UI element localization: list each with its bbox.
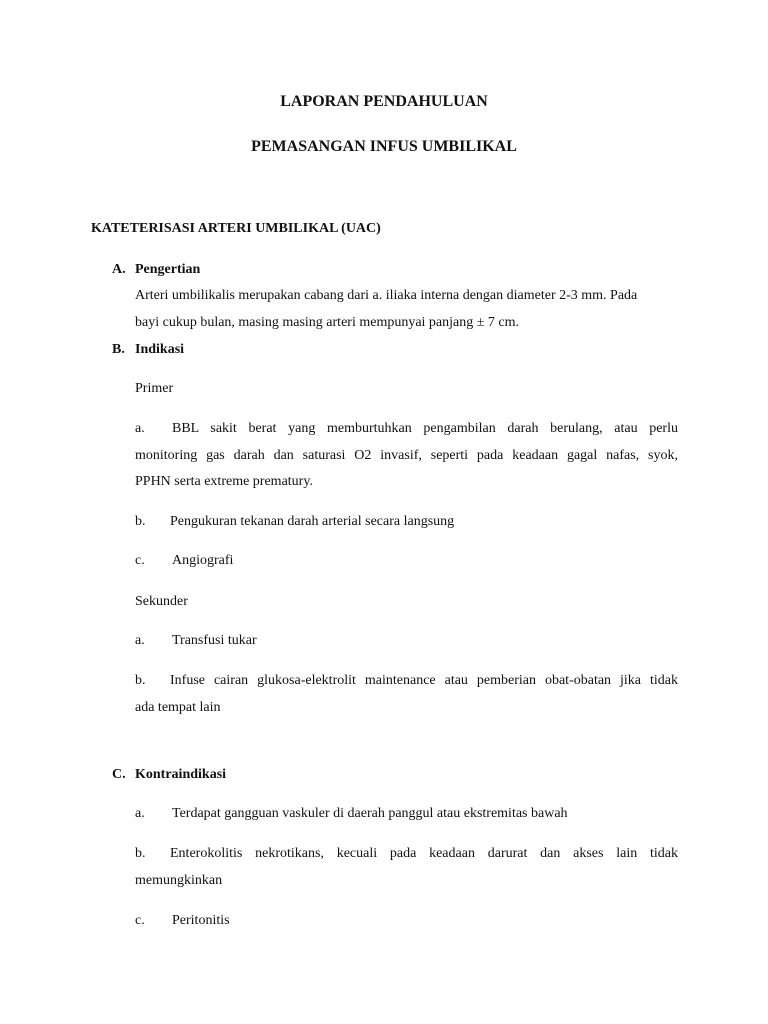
list-item-text: Enterokolitis nekrotikans, kecuali pada keadaan darurat dan akses lain tidak bbox=[170, 846, 678, 861]
primer-label: Primer bbox=[135, 381, 174, 396]
section-b-marker: B. bbox=[112, 342, 125, 357]
list-item-text: Pengukuran tekanan darah arterial secara langsung bbox=[170, 514, 455, 529]
document-subtitle: PEMASANGAN INFUS UMBILIKAL bbox=[251, 138, 517, 155]
list-item-line: ada tempat lain bbox=[135, 700, 221, 715]
section-a-heading: Pengertian bbox=[135, 262, 201, 277]
document-title: LAPORAN PENDAHULUAN bbox=[280, 93, 488, 110]
list-item-line bbox=[135, 846, 678, 862]
sekunder-label: Sekunder bbox=[135, 594, 188, 609]
list-item-letter: b. bbox=[135, 673, 146, 688]
list-item-letter: a. bbox=[135, 421, 145, 436]
section-a-text-line: Arteri umbilikalis merupakan cabang dari a. iliaka interna dengan diameter 2-3 mm. Pada bbox=[135, 288, 638, 303]
list-item-line: memungkinkan bbox=[135, 873, 223, 888]
list-item-letter: a. bbox=[135, 806, 145, 821]
list-item-letter: c. bbox=[135, 913, 145, 928]
list-item-letter: c. bbox=[135, 553, 145, 568]
list-item-letter: a. bbox=[135, 633, 145, 648]
list-item-line: monitoring gas darah dan saturasi O2 invasif, seperti pada keadaan gagal nafas, syok, bbox=[135, 448, 678, 463]
list-item-text: Transfusi tukar bbox=[172, 633, 257, 648]
list-item-letter: b. bbox=[135, 846, 146, 861]
list-item-text: BBL sakit berat yang memburtuhkan pengambilan darah berulang, atau perlu bbox=[172, 421, 678, 436]
list-item-text: Infuse cairan glukosa-elektrolit maintenance atau pemberian obat-obatan jika tidak bbox=[170, 673, 678, 688]
section-c-heading: Kontraindikasi bbox=[135, 767, 227, 782]
list-item-text: Peritonitis bbox=[172, 913, 230, 928]
section-heading: KATETERISASI ARTERI UMBILIKAL (UAC) bbox=[91, 221, 381, 236]
section-a-marker: A. bbox=[112, 262, 126, 277]
list-item-text: Terdapat gangguan vaskuler di daerah panggul atau ekstremitas bawah bbox=[172, 806, 568, 821]
list-item-text: Angiografi bbox=[172, 553, 234, 568]
section-c-marker: C. bbox=[112, 767, 126, 782]
list-item-line bbox=[135, 673, 678, 689]
list-item-line bbox=[135, 421, 678, 437]
section-b-heading: Indikasi bbox=[135, 342, 185, 357]
list-item-line: PPHN serta extreme prematury. bbox=[135, 474, 313, 489]
section-a-text-line: bayi cukup bulan, masing masing arteri mempunyai panjang ± 7 cm. bbox=[135, 315, 520, 330]
list-item-letter: b. bbox=[135, 514, 146, 529]
